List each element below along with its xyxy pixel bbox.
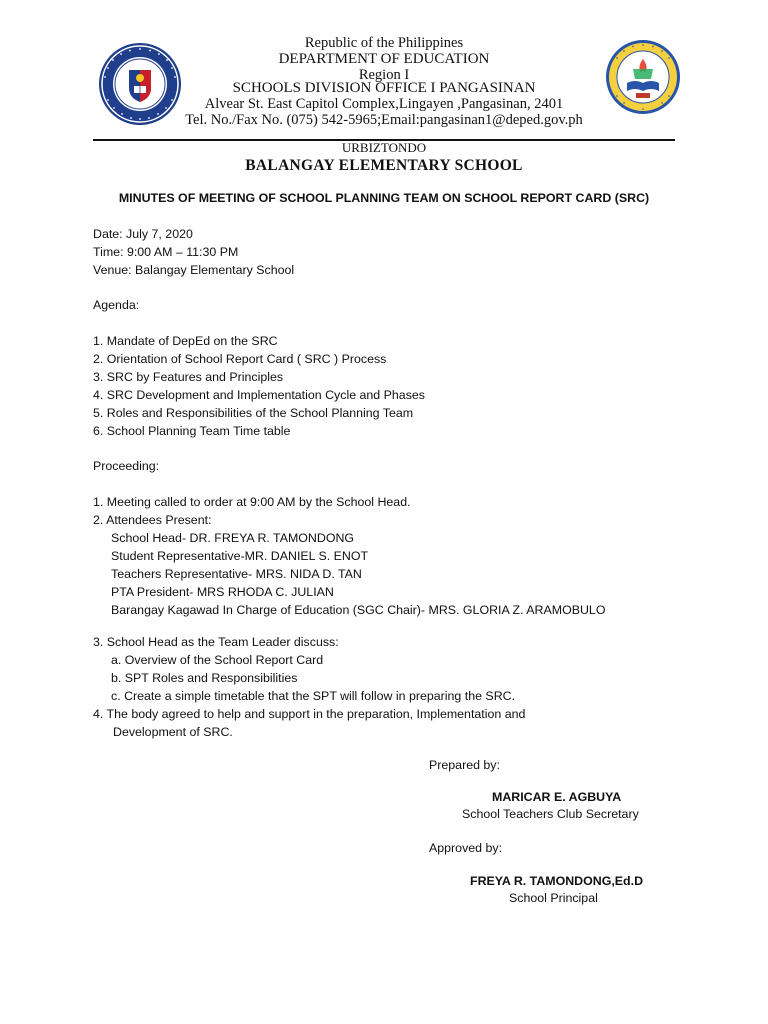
attendee: Student Representative-MR. DANIEL S. ENOT [111,549,369,563]
header-address: Alvear St. East Capitol Complex,Lingayen ,Pangasinan, 2401 [204,96,564,112]
school-name: BALANGAY ELEMENTARY SCHOOL [245,157,523,174]
agenda-item: 1. Mandate of DepEd on the SRC [93,334,278,348]
agenda-item: 5. Roles and Responsibilities of the School Planning Team [93,406,414,420]
approved-by-title: School Principal [509,891,598,905]
agenda-heading: Agenda: [93,298,140,312]
approved-by-name: FREYA R. TAMONDONG,Ed.D [470,874,644,888]
agenda-list [93,333,425,441]
proceeding-item-4: 4. The body agreed to help and support in the preparation, Implementation and [93,707,526,721]
agenda-item: 6. School Planning Team Time table [93,424,291,438]
attendee: Teachers Representative- MRS. NIDA D. TAN [111,567,362,581]
proceeding-heading: Proceeding: [93,459,160,473]
agenda-item: 3. SRC by Features and Principles [93,370,284,384]
meeting-venue: Venue: Balangay Elementary School [93,263,295,277]
attendee: PTA President- MRS RHODA C. JULIAN [111,585,334,599]
header-republic: Republic of the Philippines [304,35,464,51]
document-title: MINUTES OF MEETING OF SCHOOL PLANNING TEAM ON SCHOOL REPORT CARD (SRC) [118,191,650,205]
agenda-item: 2. Orientation of School Report Card ( SRC ) Process [93,352,387,366]
attendee: School Head- DR. FREYA R. TAMONDONG [111,531,355,545]
discussion-item: c. Create a simple timetable that the SPT will follow in preparing the SRC. [111,689,516,703]
proceeding-item-4-continued: Development of SRC. [113,725,233,739]
meeting-time: Time: 9:00 AM – 11:30 PM [93,245,239,259]
proceeding-item-2: 2. Attendees Present: [93,513,212,527]
proceeding-item-3: 3. School Head as the Team Leader discuss: [93,635,339,649]
proceeding-list-continued [93,634,525,742]
header-division-office: SCHOOLS DIVISION OFFICE I PANGASINAN [232,80,536,96]
prepared-by-label: Prepared by: [429,758,500,772]
header-contact: Tel. No./Fax No. (075) 542-5965;Email:pangasinan1@deped.gov.ph [185,112,583,128]
agenda-item: 4. SRC Development and Implementation Cycle and Phases [93,388,425,402]
meeting-details [93,226,294,280]
approved-by-label: Approved by: [429,841,503,855]
discussion-item: b. SPT Roles and Responsibilities [111,671,298,685]
proceeding-item-1: 1. Meeting called to order at 9:00 AM by the School Head. [93,495,411,509]
prepared-by-title: School Teachers Club Secretary [462,807,639,821]
header-department: DEPARTMENT OF EDUCATION [278,51,490,67]
header-region: Region I [358,67,410,83]
proceeding-list [93,494,605,620]
discussion-item: a. Overview of the School Report Card [111,653,324,667]
attendee: Barangay Kagawad In Charge of Education (SGC Chair)- MRS. GLORIA Z. ARAMOBULO [111,603,606,617]
municipality-label: URBIZTONDO [341,140,427,155]
prepared-by-name: MARICAR E. AGBUYA [492,790,622,804]
meeting-date: Date: July 7, 2020 [93,227,193,241]
